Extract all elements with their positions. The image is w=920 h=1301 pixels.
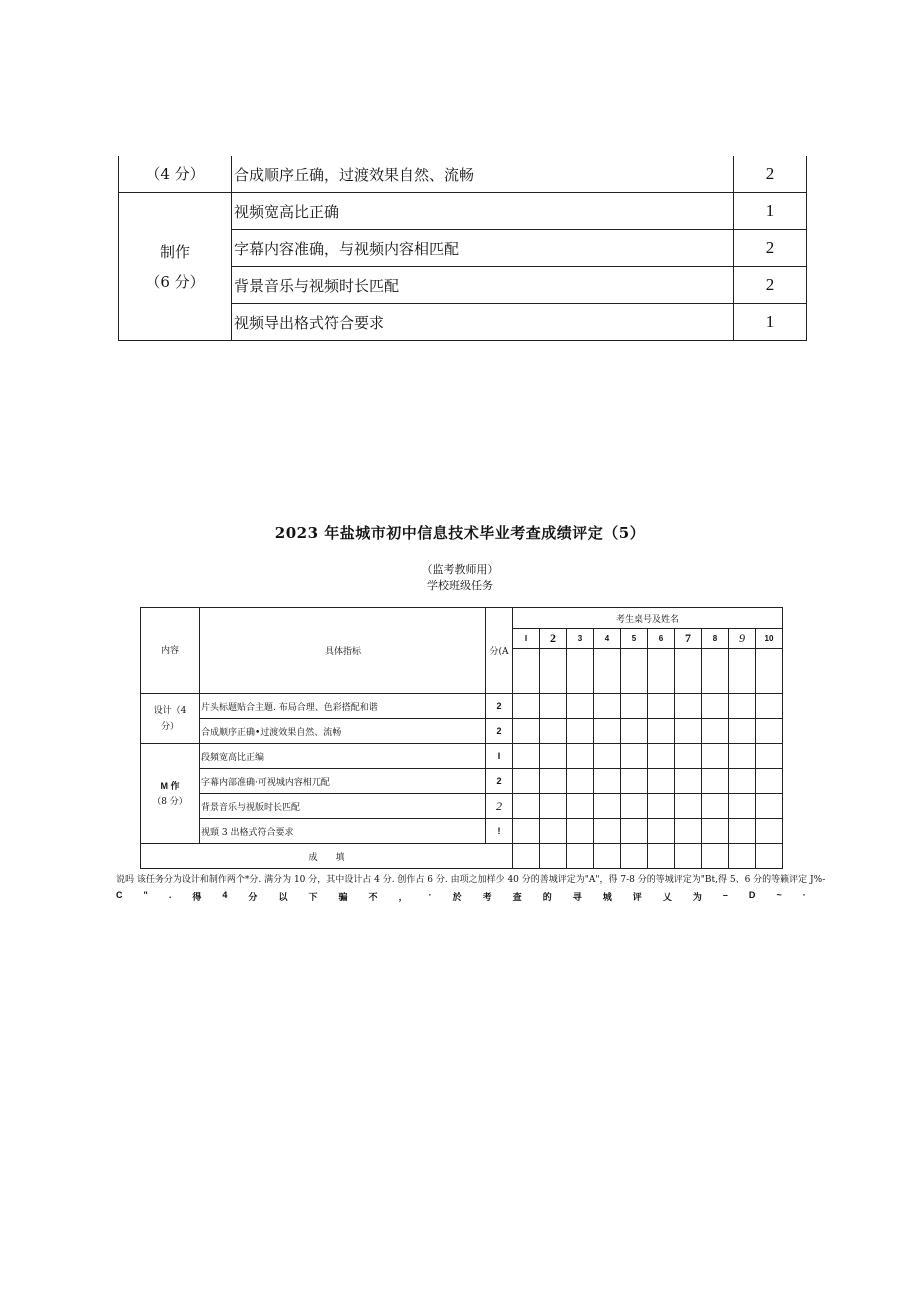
grade-cell[interactable] bbox=[540, 719, 567, 744]
grade-cell[interactable] bbox=[675, 694, 702, 719]
grade-cell[interactable] bbox=[648, 694, 675, 719]
score-cell: 2 bbox=[486, 694, 513, 719]
grade-cell[interactable] bbox=[621, 719, 648, 744]
note-char: 於 bbox=[452, 892, 462, 902]
category-points: （8 分） bbox=[152, 796, 188, 807]
student-number: 4 bbox=[594, 629, 621, 649]
student-number: 7 bbox=[675, 629, 702, 649]
grade-cell[interactable] bbox=[513, 719, 540, 744]
grade-cell[interactable] bbox=[675, 719, 702, 744]
total-cell[interactable] bbox=[621, 844, 648, 869]
grade-cell[interactable] bbox=[729, 744, 756, 769]
grade-cell[interactable] bbox=[756, 744, 783, 769]
grade-cell[interactable] bbox=[594, 719, 621, 744]
note-char: " bbox=[143, 890, 148, 900]
score-cell: 2 bbox=[734, 230, 807, 267]
grade-cell[interactable] bbox=[756, 719, 783, 744]
indicator-cell: 字幕内部准确·可视城内容相兀配 bbox=[200, 769, 486, 794]
grade-cell[interactable] bbox=[675, 819, 702, 844]
header-students: 考生桌号及姓名 bbox=[513, 608, 783, 629]
note-char: 城 bbox=[602, 892, 612, 902]
grade-cell[interactable] bbox=[648, 719, 675, 744]
category-make bbox=[141, 744, 200, 844]
grade-cell[interactable] bbox=[756, 794, 783, 819]
grade-cell[interactable] bbox=[756, 694, 783, 719]
grade-cell[interactable] bbox=[540, 649, 567, 694]
total-cell[interactable] bbox=[729, 844, 756, 869]
grade-cell[interactable] bbox=[567, 649, 594, 694]
indicator-cell: 背景音乐与视频时长匹配 bbox=[232, 267, 734, 304]
note-char: ~ bbox=[776, 890, 782, 900]
grade-cell[interactable] bbox=[648, 744, 675, 769]
total-cell[interactable] bbox=[594, 844, 621, 869]
note-char: – bbox=[722, 890, 728, 900]
category-design bbox=[141, 694, 200, 744]
student-number: 8 bbox=[702, 629, 729, 649]
header-score: 分(A bbox=[486, 608, 513, 694]
grade-cell[interactable] bbox=[675, 769, 702, 794]
indicator-cell: 片头标题贴合主題. 布局合理、色彩搭配和谐 bbox=[200, 694, 486, 719]
grade-cell[interactable] bbox=[594, 819, 621, 844]
indicator-cell: 视频导出格式符合要求 bbox=[232, 304, 734, 341]
indicator-cell: 合成顺序正确•过渡效果自然、流畅 bbox=[200, 719, 486, 744]
subtitle-school: 学校班级任务 bbox=[427, 579, 493, 592]
grade-cell[interactable] bbox=[756, 769, 783, 794]
total-cell[interactable] bbox=[702, 844, 729, 869]
note-char: 考 bbox=[482, 892, 492, 902]
total-cell[interactable] bbox=[540, 844, 567, 869]
student-number: 3 bbox=[567, 629, 594, 649]
note-line-2 bbox=[116, 890, 806, 903]
category-label: 设计（4 bbox=[153, 705, 187, 716]
grade-cell[interactable] bbox=[621, 694, 648, 719]
grade-cell[interactable] bbox=[648, 794, 675, 819]
grade-cell[interactable] bbox=[621, 744, 648, 769]
grade-cell[interactable] bbox=[540, 819, 567, 844]
student-number: 10 bbox=[756, 629, 783, 649]
note-char: 骗 bbox=[338, 892, 348, 902]
grade-cell[interactable] bbox=[702, 719, 729, 744]
indicator-cell: 字幕内容准确，与视频内容相匹配 bbox=[232, 230, 734, 267]
note-char: · bbox=[802, 890, 806, 900]
note-char: 寻 bbox=[572, 892, 582, 902]
total-cell[interactable] bbox=[648, 844, 675, 869]
grade-cell[interactable] bbox=[756, 819, 783, 844]
grade-cell[interactable] bbox=[567, 694, 594, 719]
category-points: （6 分） bbox=[145, 272, 205, 291]
note-line-1: 说吗 该任务分为设计和制作两个*分. 满分为 10 分，其中设计占 4 分. 创作占 6 分. 由项之加样少 40 分的善城评定为"A"，得 7-8 分的等城评定为"Bt,得 5、6 分的等籁评定 J%- bbox=[116, 875, 826, 885]
grade-cell[interactable] bbox=[648, 649, 675, 694]
note-char: 下 bbox=[308, 892, 318, 902]
grade-cell[interactable] bbox=[594, 769, 621, 794]
grade-cell[interactable] bbox=[594, 649, 621, 694]
grade-cell[interactable] bbox=[540, 744, 567, 769]
grade-cell[interactable] bbox=[567, 744, 594, 769]
total-label: 成 填 bbox=[141, 844, 513, 869]
grade-cell[interactable] bbox=[702, 769, 729, 794]
grade-cell[interactable] bbox=[702, 649, 729, 694]
note-char: 查 bbox=[512, 892, 522, 902]
grade-cell[interactable] bbox=[675, 649, 702, 694]
total-cell[interactable] bbox=[756, 844, 783, 869]
category-label: M 作 bbox=[160, 780, 180, 791]
grade-cell[interactable] bbox=[621, 649, 648, 694]
grade-cell[interactable] bbox=[513, 794, 540, 819]
grade-cell[interactable] bbox=[702, 819, 729, 844]
grade-cell[interactable] bbox=[729, 649, 756, 694]
note-char: 的 bbox=[542, 892, 552, 902]
student-number: 6 bbox=[648, 629, 675, 649]
category-cell-make bbox=[119, 193, 232, 341]
score-cell: 1 bbox=[734, 193, 807, 230]
total-cell[interactable] bbox=[675, 844, 702, 869]
indicator-cell: 合成顺序丘确，过渡效果自然、流畅 bbox=[232, 156, 734, 193]
grade-cell[interactable] bbox=[729, 794, 756, 819]
grade-cell[interactable] bbox=[567, 719, 594, 744]
grade-cell[interactable] bbox=[594, 744, 621, 769]
total-cell[interactable] bbox=[513, 844, 540, 869]
score-cell: 2 bbox=[734, 156, 807, 193]
grade-cell[interactable] bbox=[648, 769, 675, 794]
grade-cell[interactable] bbox=[702, 694, 729, 719]
grade-cell[interactable] bbox=[567, 769, 594, 794]
note-char: ， bbox=[398, 892, 408, 902]
note-char: 乂 bbox=[662, 892, 672, 902]
note-char: . bbox=[168, 890, 172, 900]
category-cell: （4 分） bbox=[119, 156, 232, 193]
grade-cell[interactable] bbox=[756, 649, 783, 694]
grade-cell[interactable] bbox=[594, 794, 621, 819]
header-indicator: 具体指标 bbox=[200, 608, 486, 694]
grade-cell[interactable] bbox=[729, 819, 756, 844]
student-number: 9 bbox=[729, 629, 756, 649]
top-score-table bbox=[118, 156, 807, 341]
note-char: 评 bbox=[632, 892, 642, 902]
grade-cell[interactable] bbox=[540, 769, 567, 794]
header-content: 内容 bbox=[141, 608, 200, 694]
grade-cell[interactable] bbox=[729, 694, 756, 719]
indicator-cell: 视頸 3 出格式符合要求 bbox=[200, 819, 486, 844]
score-cell: 2 bbox=[486, 719, 513, 744]
note-char: 得 bbox=[192, 892, 202, 902]
grade-cell[interactable] bbox=[621, 819, 648, 844]
score-cell: I bbox=[486, 744, 513, 769]
grade-cell[interactable] bbox=[675, 794, 702, 819]
subtitle: （监考教师用） bbox=[421, 563, 499, 576]
note-char: 以 bbox=[278, 892, 288, 902]
evaluation-table bbox=[140, 607, 783, 869]
category-points: 分） bbox=[160, 721, 179, 732]
total-cell[interactable] bbox=[567, 844, 594, 869]
grade-cell[interactable] bbox=[513, 744, 540, 769]
student-number: 5 bbox=[621, 629, 648, 649]
grade-cell[interactable] bbox=[540, 794, 567, 819]
score-cell: 1 bbox=[734, 304, 807, 341]
score-cell: ! bbox=[486, 819, 513, 844]
grade-cell[interactable] bbox=[513, 819, 540, 844]
note-char: D bbox=[748, 890, 756, 900]
grade-cell[interactable] bbox=[675, 744, 702, 769]
indicator-cell: 视频宽高比正确 bbox=[232, 193, 734, 230]
student-number: 2 bbox=[540, 629, 567, 649]
indicator-cell: 背景音乐与视版时长匹配 bbox=[200, 794, 486, 819]
page-title: 2023 年盐城市初中信息技术毕业考查成绩评定（5） bbox=[274, 524, 646, 542]
note-char: 分 bbox=[248, 892, 258, 902]
score-cell: 2 bbox=[734, 267, 807, 304]
grade-cell[interactable] bbox=[513, 649, 540, 694]
student-number: I bbox=[513, 629, 540, 649]
grade-cell[interactable] bbox=[729, 769, 756, 794]
score-cell: 2 bbox=[486, 769, 513, 794]
grade-cell[interactable] bbox=[540, 694, 567, 719]
grade-cell[interactable] bbox=[648, 819, 675, 844]
score-cell: 2 bbox=[486, 794, 513, 819]
note-char: 为 bbox=[692, 892, 702, 902]
grade-cell[interactable] bbox=[621, 769, 648, 794]
grade-cell[interactable] bbox=[594, 694, 621, 719]
grade-cell[interactable] bbox=[513, 769, 540, 794]
grade-cell[interactable] bbox=[702, 744, 729, 769]
grade-cell[interactable] bbox=[621, 794, 648, 819]
note-char: 4 bbox=[222, 890, 228, 900]
grade-cell[interactable] bbox=[567, 794, 594, 819]
grade-cell[interactable] bbox=[702, 794, 729, 819]
note-char: 不 bbox=[368, 892, 378, 902]
note-char: C bbox=[116, 890, 123, 900]
category-label: 制作 bbox=[159, 242, 190, 261]
indicator-cell: 段頻宽高比正编 bbox=[200, 744, 486, 769]
grade-cell[interactable] bbox=[729, 719, 756, 744]
grade-cell[interactable] bbox=[567, 819, 594, 844]
note-char: · bbox=[428, 890, 432, 900]
grade-cell[interactable] bbox=[513, 694, 540, 719]
